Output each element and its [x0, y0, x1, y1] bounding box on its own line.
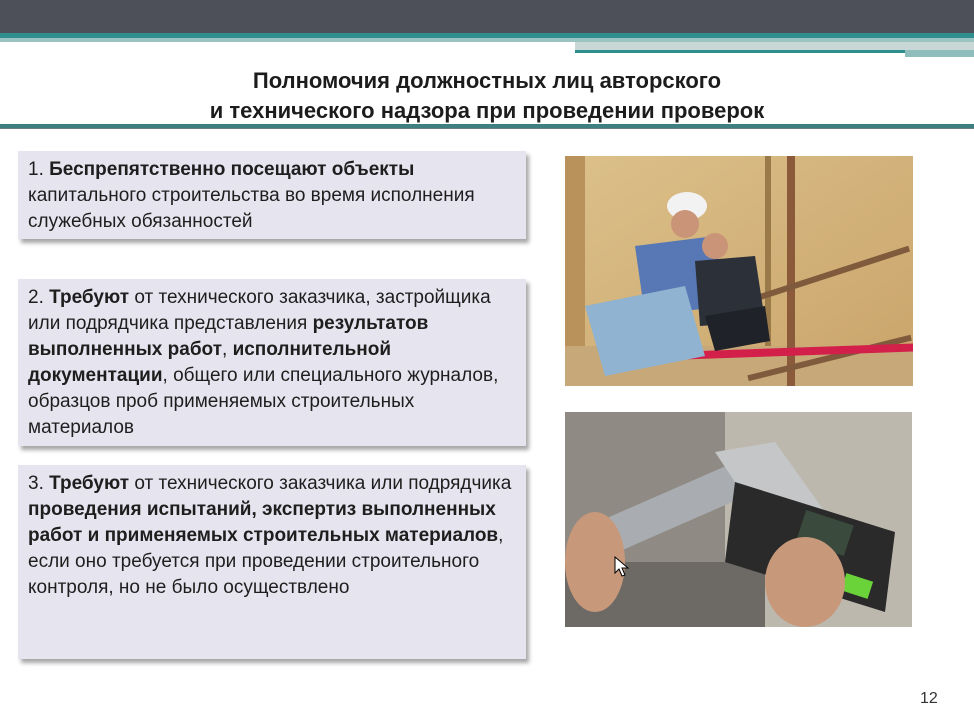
point-bold-text: Требуют — [49, 473, 130, 494]
header-stripe — [905, 50, 974, 57]
point-text: от технического заказчика, застройщика или подрядчика представления — [28, 287, 491, 334]
mouse-cursor-icon — [614, 556, 630, 578]
page-number: 12 — [920, 690, 938, 707]
point-number: 2. — [28, 287, 50, 308]
header-stripe — [575, 42, 974, 50]
header-stripe — [575, 50, 905, 53]
point-text: от технического заказчика или подрядчика — [129, 473, 512, 494]
point-text: , если оно требуется при проведении строительного контроля, но не было осуществлено — [28, 525, 504, 598]
point-number: 1. — [28, 159, 50, 180]
point-bold-text: исполнительной документации — [28, 339, 392, 386]
point-box-1 — [18, 151, 526, 239]
point-number: 3. — [28, 473, 50, 494]
point-bold-text: Беспрепятственно посещают объекты — [49, 159, 415, 180]
header-band — [0, 0, 974, 33]
construction-workers-illustration — [565, 156, 913, 386]
point-box-3 — [18, 465, 526, 659]
point-bold-text: проведения испытаний, экспертиз выполненных работ и применяемых строительных материалов — [28, 499, 499, 546]
digital-level-illustration — [565, 412, 912, 627]
title-divider-shadow — [0, 128, 974, 129]
point-bold-text: результатов выполненных работ — [28, 313, 429, 360]
point-box-2 — [18, 279, 526, 446]
title-line-2: и технического надзора при проведении проверок — [209, 98, 765, 123]
point-text: капитального строительства во время исполнения служебных обязанностей — [28, 185, 475, 232]
slide-title — [0, 66, 974, 126]
digital-level-photo — [565, 412, 912, 627]
title-line-1: Полномочия должностных лиц авторского — [252, 68, 722, 93]
construction-workers-photo — [565, 156, 913, 386]
point-bold-text: Требуют — [49, 287, 130, 308]
point-text: , — [222, 339, 233, 360]
point-text: , общего или специального журналов, образцов проб применяемых строительных материалов — [28, 365, 499, 438]
